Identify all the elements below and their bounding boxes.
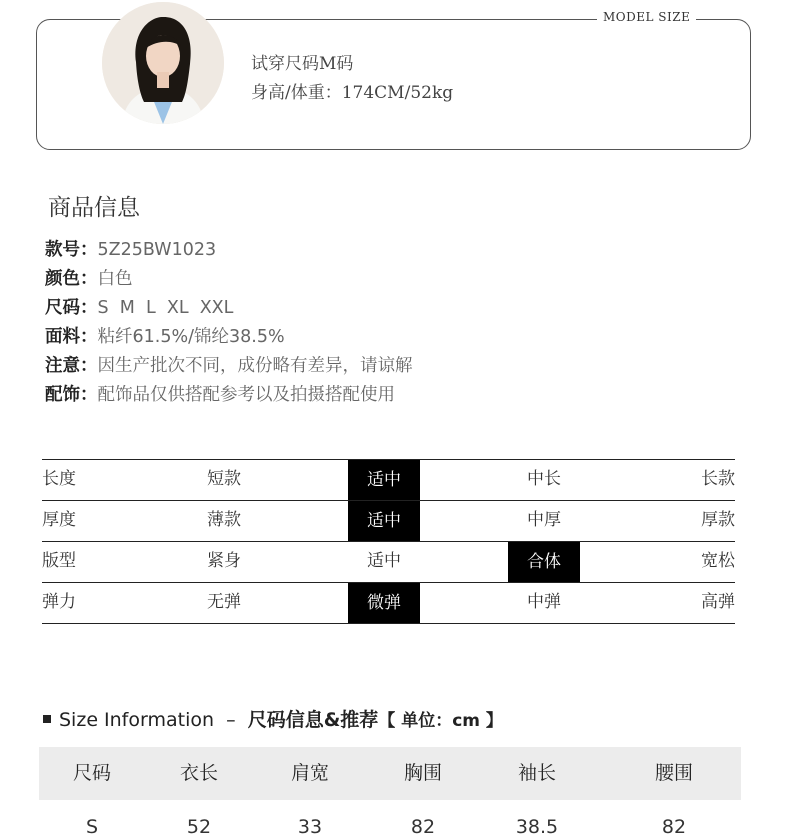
info-value: S M L XL XXL <box>97 298 234 318</box>
attr-row-elasticity <box>42 583 735 624</box>
attr-name: 厚度 <box>42 510 76 530</box>
info-value: 配饰品仅供搭配参考以及拍摄搭配使用 <box>97 385 395 405</box>
size-col-header: 腰围 <box>654 762 693 784</box>
attr-option: 中弹 <box>527 592 561 612</box>
attr-name: 长度 <box>42 469 76 489</box>
model-height-weight: 身高/体重：174CM/52kg <box>251 83 454 103</box>
attr-option: 宽松 <box>701 551 735 571</box>
size-cell: 82 <box>661 816 687 837</box>
info-value: 粘纤61.5%/锦纶38.5% <box>97 327 285 347</box>
attr-option: 长款 <box>701 469 735 489</box>
info-row-color <box>45 265 413 294</box>
size-cell: 52 <box>186 816 212 837</box>
attr-name: 版型 <box>42 551 76 571</box>
size-cell: 38.5 <box>515 816 559 837</box>
attr-option-selected: 适中 <box>348 501 420 541</box>
attr-option-selected: 微弹 <box>348 583 420 623</box>
size-table <box>39 747 741 837</box>
size-info-unit: 【 单位：cm 】 <box>378 711 503 731</box>
attr-option: 短款 <box>207 469 241 489</box>
attr-row-length <box>42 460 735 501</box>
square-bullet-icon <box>43 715 51 723</box>
info-value: 白色 <box>97 269 133 289</box>
attr-option: 紧身 <box>207 551 241 571</box>
attr-option-selected: 适中 <box>348 460 420 500</box>
size-cell: 82 <box>410 816 436 837</box>
model-trial-size: 试穿尺码M码 <box>251 54 354 74</box>
size-col-header: 胸围 <box>403 762 442 784</box>
size-col-header: 肩宽 <box>290 762 329 784</box>
info-row-sizes <box>45 294 413 323</box>
attr-name: 弹力 <box>42 592 76 612</box>
product-info-title: 商品信息 <box>48 195 140 221</box>
model-avatar <box>102 2 224 124</box>
info-key: 配饰： <box>45 385 98 405</box>
attribute-table <box>42 459 735 624</box>
attr-option: 高弹 <box>701 592 735 612</box>
info-row-notice <box>45 352 413 381</box>
info-value: 因生产批次不同，成份略有差异，请谅解 <box>97 356 413 376</box>
size-cell: S <box>85 816 99 837</box>
attr-option: 中长 <box>527 469 561 489</box>
size-info-header <box>43 705 503 732</box>
attr-option: 中厚 <box>527 510 561 530</box>
attr-option: 适中 <box>367 551 401 571</box>
attr-option: 薄款 <box>207 510 241 530</box>
info-row-style-no <box>45 236 413 265</box>
info-key: 面料： <box>45 327 98 347</box>
info-value: 5Z25BW1023 <box>97 240 217 260</box>
size-cell: 33 <box>297 816 323 837</box>
table-row <box>39 747 741 837</box>
size-info-en: Size Information <box>59 709 215 731</box>
size-info-cn: 尺码信息&推荐 <box>247 709 379 731</box>
attr-option: 厚款 <box>701 510 735 530</box>
attr-row-fit <box>42 542 735 583</box>
attr-option-selected: 合体 <box>508 542 580 582</box>
attr-row-thickness <box>42 501 735 542</box>
size-info-dash: – <box>226 709 236 731</box>
info-row-accessories <box>45 381 413 410</box>
model-photo-icon <box>102 2 224 124</box>
size-col-header: 袖长 <box>517 762 556 784</box>
size-col-header: 衣长 <box>179 762 218 784</box>
info-row-fabric <box>45 323 413 352</box>
info-key: 颜色： <box>45 269 98 289</box>
info-key: 款号： <box>45 240 98 260</box>
info-key: 尺码： <box>45 298 98 318</box>
size-col-header: 尺码 <box>72 762 111 784</box>
model-size-label: MODEL SIZE <box>597 10 696 24</box>
attr-option: 无弹 <box>207 592 241 612</box>
info-key: 注意： <box>45 356 98 376</box>
product-info-list <box>45 236 413 410</box>
